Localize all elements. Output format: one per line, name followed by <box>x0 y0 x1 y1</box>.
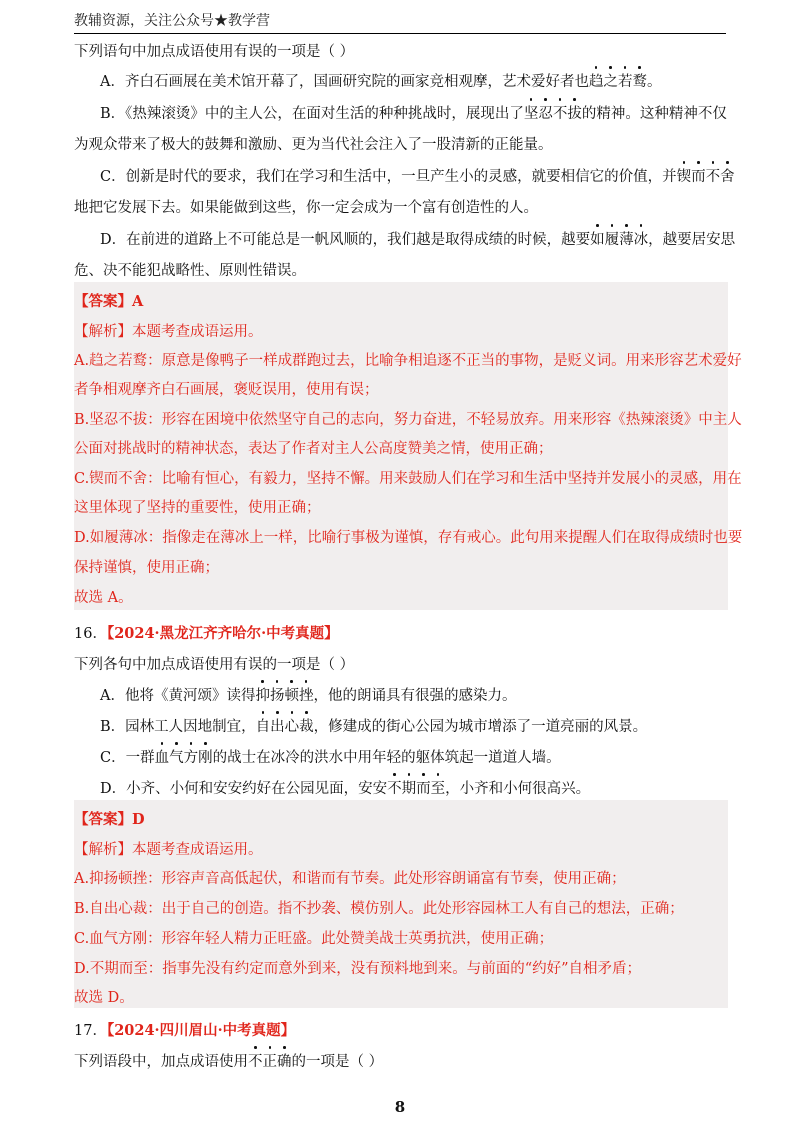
emphasis-char: 刚 <box>198 746 213 767</box>
emphasis-char: 至 <box>431 777 446 798</box>
q16-analysis-line: B.自出心裁：出于自己的创造。指不抄袭、模仿别人。此处形容园林工人有自己的想法，正确； <box>74 901 684 917</box>
q15-stem: 下列语句中加点成语使用有误的一项是（ ） <box>74 44 355 60</box>
emphasis-char: 之 <box>603 70 618 91</box>
q16-heading: 16．【2024·黑龙江齐齐哈尔·中考真题】 <box>74 625 339 642</box>
q16-d-idiom <box>387 781 445 797</box>
emphasis-char: 坚 <box>524 102 539 123</box>
emphasis-char: 确 <box>277 1050 292 1071</box>
q15-option-d-line2: 危、决不能犯战略性、原则性错误。 <box>74 263 306 279</box>
q15-analysis-title: 【解析】本题考查成语运用。 <box>74 324 263 340</box>
q17-dotted-word <box>248 1054 292 1070</box>
q15-option-c-line1: C．创新是时代的要求，我们在学习和生活中，一旦产生小的灵感，就要相信它的价值，并锲而不舍 <box>100 165 735 186</box>
q16-analysis-line: D.不期而至：指事先没有约定而意外到来，没有预料地到来。与前面的“约好”自相矛盾； <box>74 961 642 977</box>
emphasis-char: 锲 <box>677 165 692 186</box>
emphasis-char: 方 <box>184 746 199 767</box>
emphasis-char: 不 <box>248 1050 263 1071</box>
emphasis-char: 履 <box>605 228 620 249</box>
q15-analysis-line: 这里体现了坚持的重要性，使用正确； <box>74 500 321 516</box>
q17-heading: 17．【2024·四川眉山·中考真题】 <box>74 1022 296 1039</box>
emphasis-char: 不 <box>706 165 721 186</box>
emphasis-char: 不 <box>387 777 402 798</box>
q16-a-idiom <box>255 688 313 704</box>
q16-c-idiom <box>155 750 213 766</box>
q15-analysis-line: 公面对挑战时的精神状态，表达了作者对主人公高度赞美之情，使用正确； <box>74 441 553 457</box>
emphasis-char: 如 <box>590 228 605 249</box>
q15-option-a: A．齐白石画展在美术馆开幕了，国画研究院的画家竞相观摩，艺术爱好者也趋之若鹜。 <box>100 70 661 91</box>
emphasis-char: 裁 <box>299 715 314 736</box>
q15-analysis-line: C.锲而不舍：比喻有恒心，有毅力，坚持不懈。用来鼓励人们在学习和生活中坚持并发展小的灵感，用在 <box>74 471 742 487</box>
q16-analysis-title: 【解析】本题考查成语运用。 <box>74 842 263 858</box>
emphasis-char: 而 <box>416 777 431 798</box>
q16-source: 【2024·黑龙江齐齐哈尔·中考真题】 <box>106 625 339 642</box>
q15-option-d-line1: D．在前进的道路上不可能总是一帆风顺的，我们越是取得成绩的时候，越要如履薄冰，越要居安思 <box>100 228 735 249</box>
q15-analysis-line: B.坚忍不拔：形容在困境中依然坚守自己的志向，努力奋进，不轻易放弃。用来形容《热辣滚烫》中主人 <box>74 412 742 428</box>
emphasis-char: 扬 <box>270 684 285 705</box>
emphasis-char: 出 <box>270 715 285 736</box>
emphasis-char: 血 <box>155 746 170 767</box>
emphasis-char: 期 <box>402 777 417 798</box>
emphasis-char: 鹜 <box>632 70 647 91</box>
emphasis-char: 自 <box>256 715 271 736</box>
emphasis-char: 心 <box>285 715 300 736</box>
emphasis-char: 薄 <box>619 228 634 249</box>
q15-option-b-line2: 为观众带来了极大的鼓舞和激励、更为当代社会注入了一股清新的正能量。 <box>74 137 553 153</box>
q15-analysis-line: D.如履薄冰：指像走在薄冰上一样，比喻行事极为谨慎，存有戒心。此句用来提醒人们在取得成绩时也要 <box>74 530 743 546</box>
q15-b-idiom <box>524 106 582 122</box>
q16-option-c: C．一群血气方刚的战士在冰冷的洪水中用年轻的躯体筑起一道道人墙。 <box>100 746 561 767</box>
header-text: 教辅资源，关注公众号★教学营 <box>74 13 270 29</box>
emphasis-char: 正 <box>263 1050 278 1071</box>
emphasis-char: 不 <box>553 102 568 123</box>
q15-analysis-line: A.趋之若鹜：原意是像鸭子一样成群跑过去，比喻争相追逐不正当的事物，是贬义词。用来形容艺术爱好 <box>74 353 742 369</box>
q17-stem: 下列语段中，加点成语使用不正确的一项是（ ） <box>74 1050 383 1071</box>
emphasis-char: 拔 <box>567 102 582 123</box>
emphasis-char: 抑 <box>255 684 270 705</box>
q16-b-idiom <box>256 719 314 735</box>
emphasis-char: 而 <box>691 165 706 186</box>
emphasis-char: 若 <box>618 70 633 91</box>
q15-conclusion: 故选 A。 <box>74 590 133 606</box>
q16-option-a: A．他将《黄河颂》读得抑扬顿挫，他的朗诵具有很强的感染力。 <box>100 684 516 705</box>
page-number: 8 <box>394 1098 406 1116</box>
emphasis-char: 气 <box>169 746 184 767</box>
q17-source: 【2024·四川眉山·中考真题】 <box>106 1022 296 1039</box>
emphasis-char: 顿 <box>284 684 299 705</box>
emphasis-char: 忍 <box>538 102 553 123</box>
emphasis-char: 趋 <box>589 70 604 91</box>
q16-analysis-line: C.血气方刚：形容年轻人精力正旺盛。此处赞美战士英勇抗洪，使用正确； <box>74 931 554 947</box>
emphasis-char: 舍 <box>720 165 735 186</box>
q15-analysis-line: 保持谨慎，使用正确； <box>74 560 219 576</box>
emphasis-char: 冰 <box>634 228 649 249</box>
q16-stem: 下列各句中加点成语使用有误的一项是（ ） <box>74 657 355 673</box>
q15-analysis-line: 者争相观摩齐白石画展，褒贬误用，使用有误； <box>74 382 379 398</box>
q15-answer: 【答案】A <box>74 293 144 310</box>
q16-analysis-line: A.抑扬顿挫：形容声音高低起伏，和谐而有节奏。此处形容朗诵富有节奏，使用正确； <box>74 871 626 887</box>
q15-a-idiom <box>589 74 647 90</box>
emphasis-char: 挫 <box>299 684 314 705</box>
q16-option-d: D．小齐、小何和安安约好在公园见面，安安不期而至，小齐和小何很高兴。 <box>100 777 590 798</box>
q15-option-c-line2: 地把它发展下去。如果能做到这些，你一定会成为一个富有创造性的人。 <box>74 200 538 216</box>
q15-d-idiom <box>590 232 648 248</box>
q15-option-b-line1: B．《热辣滚烫》中的主人公，在面对生活的种种挑战时，展现出了坚忍不拔的精神。这种精神不仅 <box>100 102 727 123</box>
q15-c-idiom <box>677 169 735 185</box>
q16-answer: 【答案】D <box>74 811 145 828</box>
q16-option-b: B．园林工人因地制宜，自出心裁，修建成的街心公园为城市增添了一道亮丽的风景。 <box>100 715 647 736</box>
header-divider <box>74 33 726 34</box>
q16-conclusion: 故选 D。 <box>74 990 134 1006</box>
